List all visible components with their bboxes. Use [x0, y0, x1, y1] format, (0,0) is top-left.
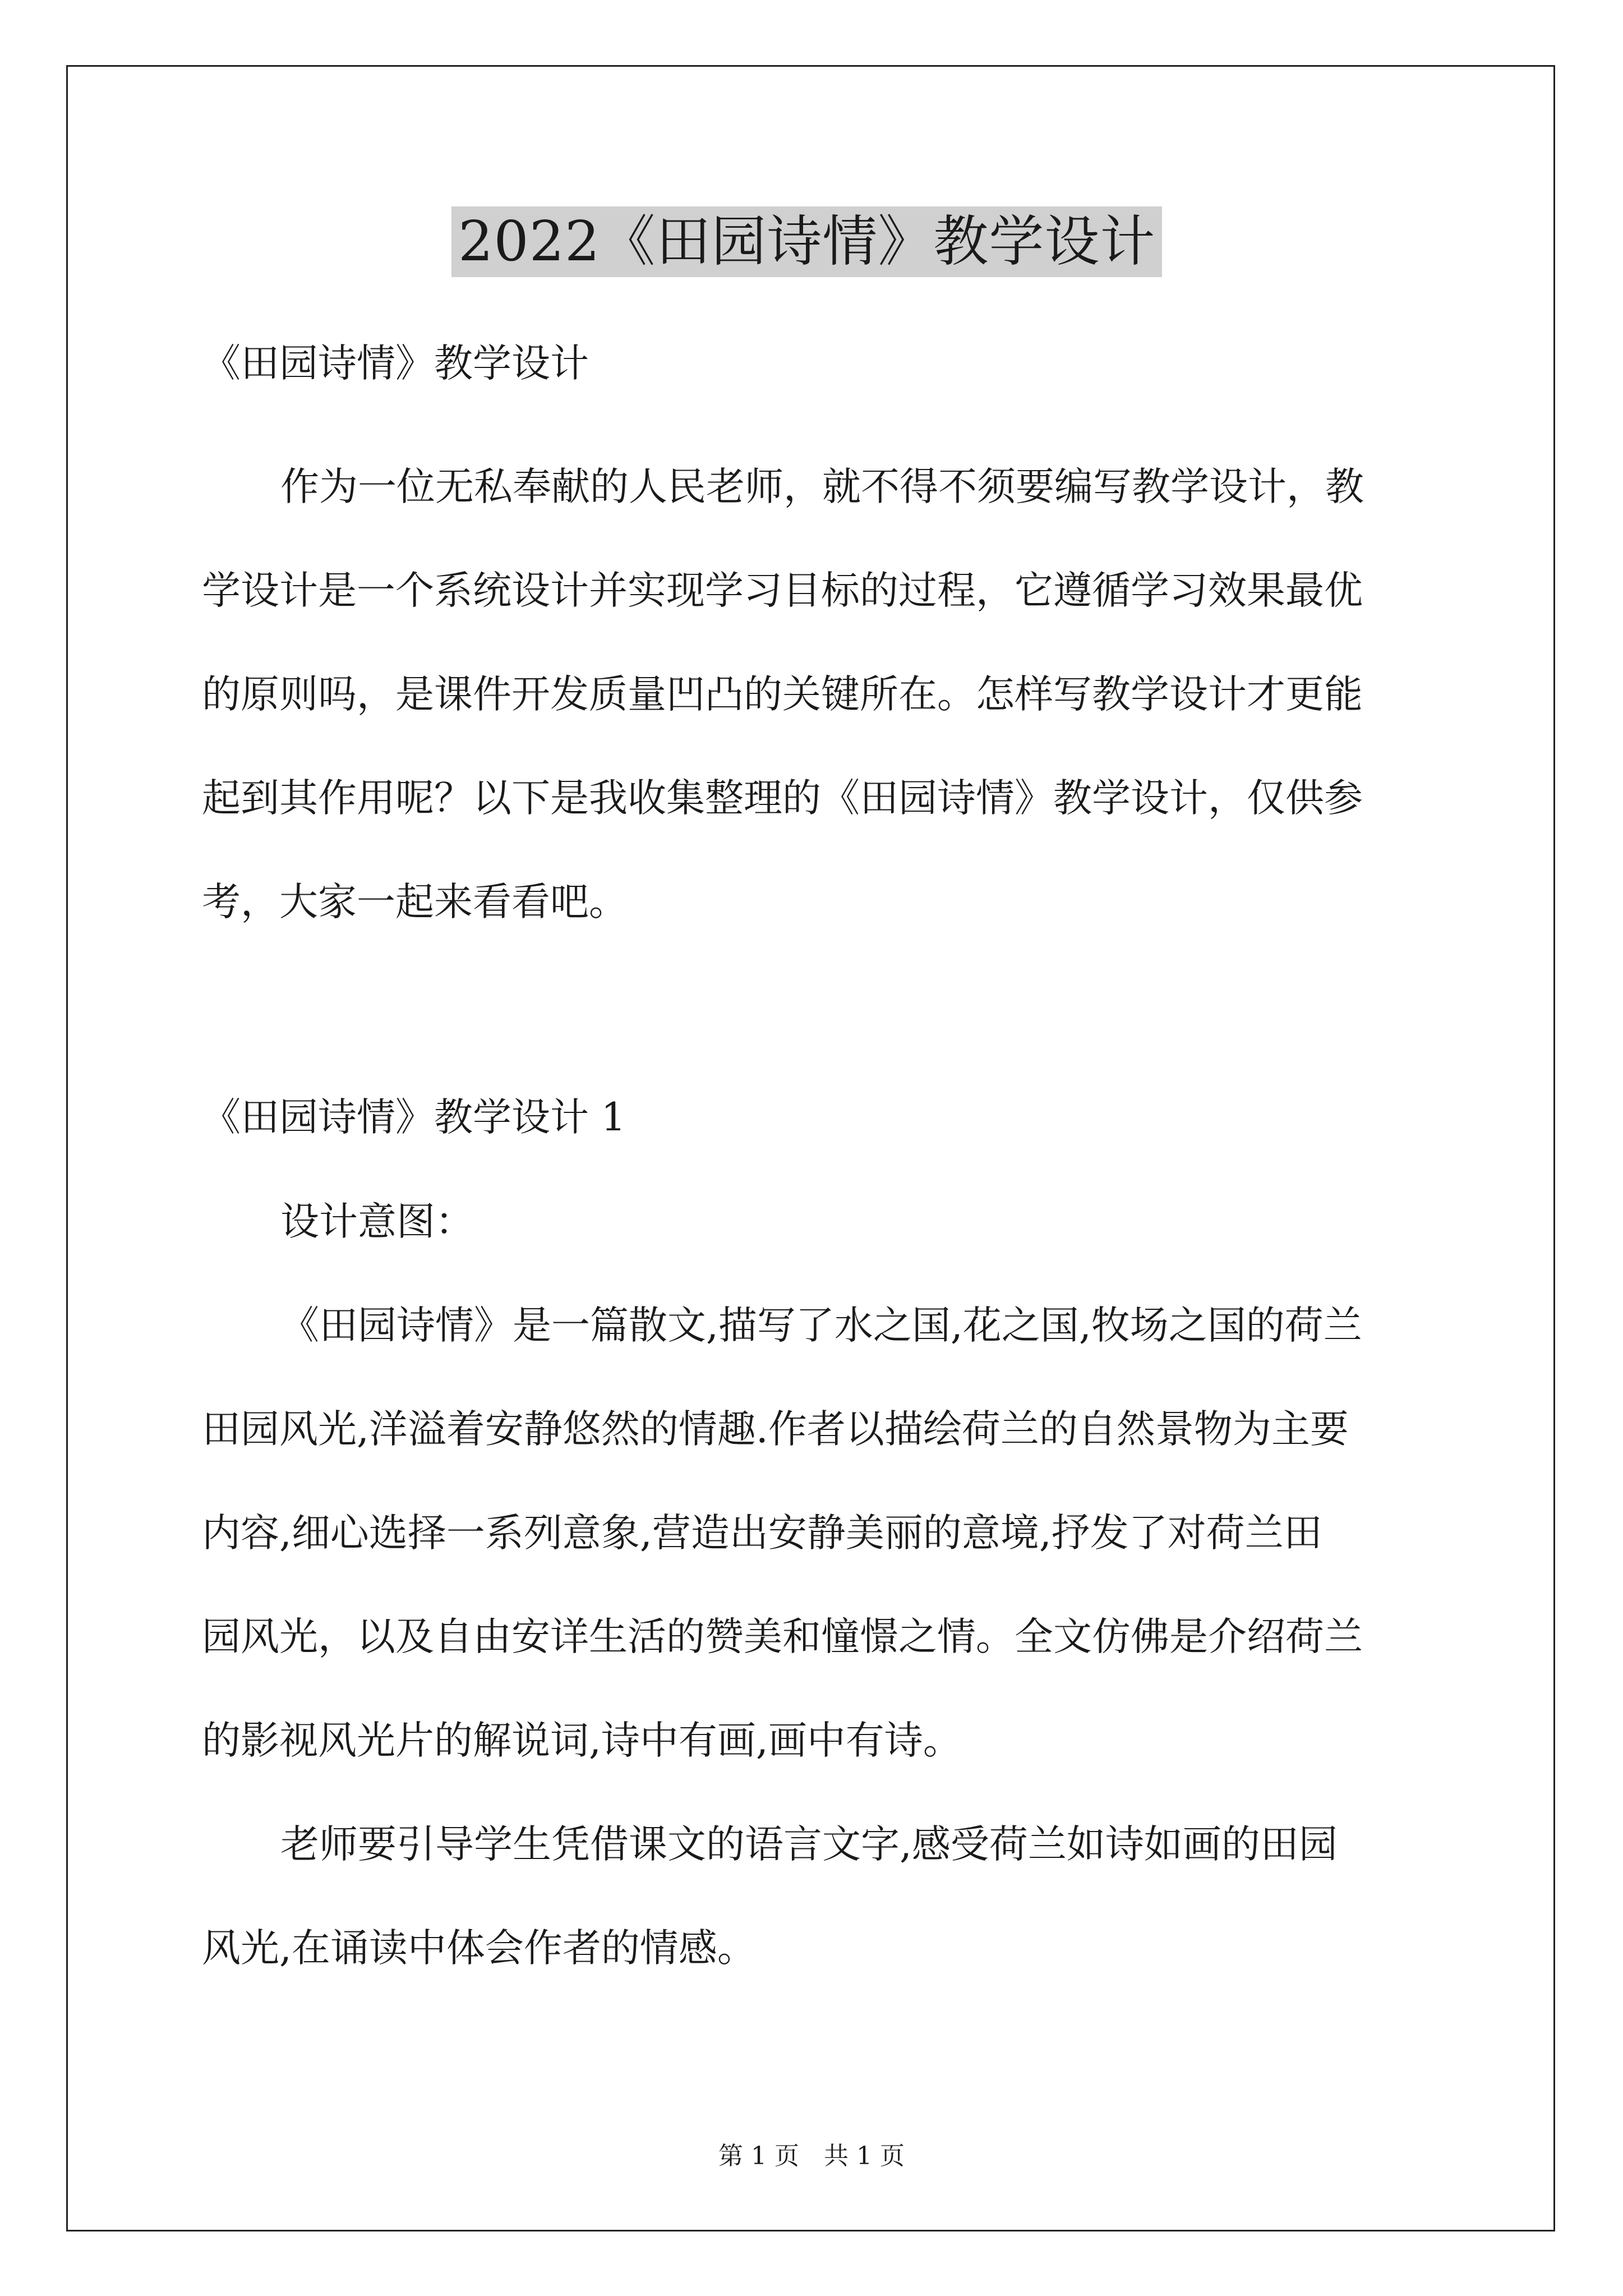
paragraph-line: 《田园诗情》是一篇散文,描写了水之国,花之国,牧场之国的荷兰 — [280, 1303, 1362, 1348]
intro-line: 的原则吗，是课件开发质量凹凸的关键所在。怎样写教学设计才更能 — [202, 672, 1363, 717]
page-footer: 第 1 页 共 1 页 — [718, 2142, 905, 2170]
paragraph-line: 田园风光,洋溢着安静悠然的情趣.作者以描绘荷兰的自然景物为主要 — [202, 1407, 1349, 1452]
paragraph-line: 园风光，以及自由安详生活的赞美和憧憬之情。全文仿佛是介绍荷兰 — [202, 1614, 1363, 1659]
page-border — [66, 65, 1555, 2231]
paragraph-line: 风光,在诵读中体会作者的情感。 — [202, 1926, 756, 1971]
intro-line: 起到其作用呢？以下是我收集整理的《田园诗情》教学设计，仅供参 — [202, 776, 1363, 821]
intro-line: 作为一位无私奉献的人民老师，就不得不须要编写教学设计，教 — [280, 464, 1364, 509]
design-intent-label: 设计意图： — [280, 1199, 474, 1244]
document-subtitle: 《田园诗情》教学设计 — [202, 341, 589, 386]
paragraph-line: 的影视风光片的解说词,诗中有画,画中有诗。 — [202, 1718, 962, 1763]
paragraph-line: 内容,细心选择一系列意象,营造出安静美丽的意境,抒发了对荷兰田 — [202, 1511, 1322, 1556]
intro-line: 学设计是一个系统设计并实现学习目标的过程，它遵循学习效果最优 — [202, 568, 1363, 613]
intro-line: 考，大家一起来看看吧。 — [202, 880, 628, 924]
paragraph-line: 老师要引导学生凭借课文的语言文字,感受荷兰如诗如画的田园 — [280, 1822, 1338, 1867]
document-title: 2022《田园诗情》教学设计 — [451, 206, 1162, 277]
section-heading: 《田园诗情》教学设计 1 — [202, 1095, 626, 1140]
